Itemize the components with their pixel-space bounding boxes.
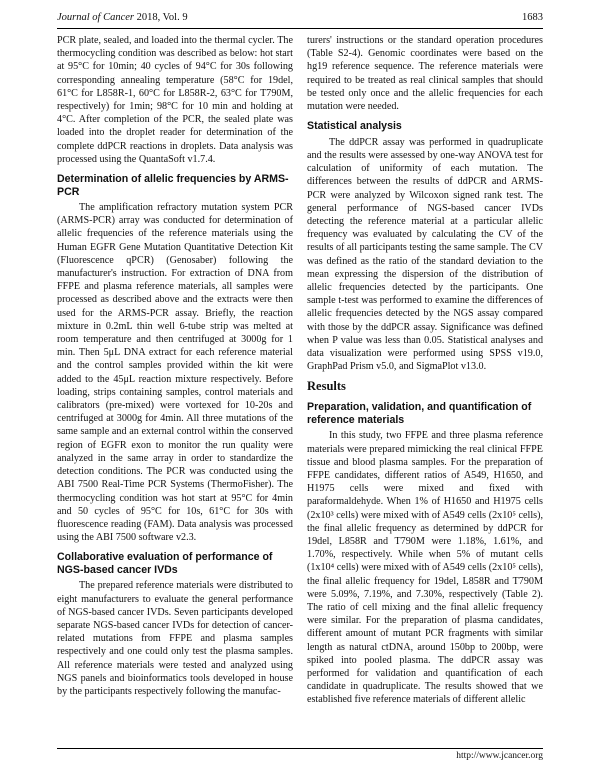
- section-heading-collaborative: Collaborative evaluation of performance of NGS-based cancer IVDs: [57, 551, 273, 576]
- paragraph-preparation: In this study, two FFPE and three plasma reference materials were prepared mimicking the real clinical FFPE tissue and blood plasma samples. For the preparation of FFPE candidates, different ratios of A549, H1650, and H1975 cells were mixed and fixed with paraformaldehyde. When 1% of H1650 and H1975 cells (2x10³ cells) were mixed with of A549 cells (2x10⁵ cells), the final allelic frequency as determined by ddPCR for 19del, L858R and T790M were 1.18%, 1.61%, and 1.70%, respectively. While when 5% of mutant cells (1x10⁴ cells) were mixed with of A549 cells (2x10⁵ cells), the final allelic frequency for 19del, L858R and T790M were 5.09%, 7.19%, and 7.30%, respectively (Table 2). The ratio of cell mixing and the final allelic frequency were similar. For the preparation of plasma candidates, different amount of mutant PCR fragments with similar length as natural ctDNA, around 150bp to 200bp, were spiked into pooled plasma. The ddPCR assay was performed for validation and quantification of each candidate in quadruplicate. The results showed that we established five reference materials of different allelic: [307, 430, 543, 706]
- section-heading-arms-pcr: Determination of allelic frequencies by ARMS-PCR: [57, 173, 289, 198]
- footer-url: http://www.jcancer.org: [456, 751, 543, 761]
- paragraph-statistical: The ddPCR assay was performed in quadruplicate and the results were assessed by one-way ANOVA test for calculation of uniformity of each mutation. The differences between the results of ddPCR and ARMS-PCR were analyzed by Wilcoxon signed rank test. The general performance of NGS-based cancer IVDs detecting the reference material at a particular allelic frequency was evaluated by calculating the CV of the results of all participants testing the same sample. The CV was defined as the ratio of the standard deviation to the mean expressing the dispersion of the distribution of allelic frequencies detected by the participants. One sample t-test was performed to examine the differences of allelic frequencies detected by the NGS assay compared with those by the ddPCR assay. Significance was defined when P value was less than 0.05. Statistical analyses and data visualization were performed using SPSS v19.0, GraphPad Prism v5.0, and SigmaPlot v13.0.: [307, 136, 544, 373]
- paragraph-collaborative: The prepared reference materials were distributed to eight manufacturers to evaluate the general performance of NGS-based cancer IVDs. Seven participants developed separate NGS-based cancer IVDs for detection of cancer-related mutations from FFPE and plasma samples respectively and one could only test the plasma samples. All reference materials were tested and analyzed using NGS panels and bioinformatics tools developed in house by the participants respectively following the manufac-: [57, 580, 293, 697]
- footer: [57, 748, 543, 765]
- left-column: [57, 34, 293, 698]
- page-number: 1683: [522, 12, 543, 23]
- right-column: [307, 34, 543, 707]
- paragraph-arms-pcr: The amplification refractory mutation system PCR (ARMS-PCR) array was conducted for determination of allelic frequencies of the reference materials using the Human EGFR Gene Mutation Quantitative Detection Kit (Fluorescence qPCR) (Genosaber) following the manufacturer's instruction. For extraction of DNA from FFPE and plasma reference materials, all samples were processed as described above and the extracts were then used for the ARMS-PCR assay. Briefly, the reaction mixture in 0.2mL thin well 6-tube strip was melted at room temperature and then centrifuged at 3000g for 1 min. Then 5μL DNA extract for each reference material and the control samples provided within the kit were added to the 45μL reaction mixture respectively. Before loading, strips containing samples, control materials and calibrators (pre-mixed) were vortexed for 10-20s and centrifuged at 3000g for 4min. All three mutations of the same sample and an external control within the conserved region of EGFR exon to monitor the run quality were analyzed in the same array in order to standardize the detection conditions. The PCR was conducted using the ABI 7500 Real-Time PCR Systems (ThermoFisher). The thermocycling condition was hot start at 95°C for 4min and 50 cycles of 95°C for 10s, 61°C for 30s with fluorescence reading (FAM). Data analysis was processed using the ABI 7500 software v2.3.: [57, 202, 293, 544]
- section-heading-statistical: Statistical analysis: [307, 120, 402, 133]
- subsection-heading-preparation: Preparation, validation, and quantification of reference materials: [307, 401, 532, 426]
- running-header: [57, 12, 543, 29]
- journal-name: Journal of Cancer 2018, Vol. 9: [57, 12, 188, 23]
- paragraph-ddpcr-end: PCR plate, sealed, and loaded into the thermal cycler. The thermocycling condition was described as below: hot start at 95°C for 10min; 40 cycles of 94°C for 30s following corresponding annealing temperature (58°C for 19del, 61°C for L858R-1, 60°C for L858R-2, 63°C for T790M, respectively) for 1min; 98°C for 10 min and holding at 4°C. After completion of the PCR, the sealed plate was loaded into the droplet reader for determination of the complete ddPCR reactions in droplets. Data analysis was processed using the QuantaSoft v1.7.4.: [57, 35, 293, 165]
- section-heading-results: Results: [307, 379, 346, 394]
- paragraph-collab-end: turers' instructions or the standard operation procedures (Table S2-4). Genomic coordinates were based on the hg19 reference sequence. The reference materials were required to be treated as real clinical samples that should be tested only once and the allelic frequencies for each mutation were needed.: [307, 35, 543, 113]
